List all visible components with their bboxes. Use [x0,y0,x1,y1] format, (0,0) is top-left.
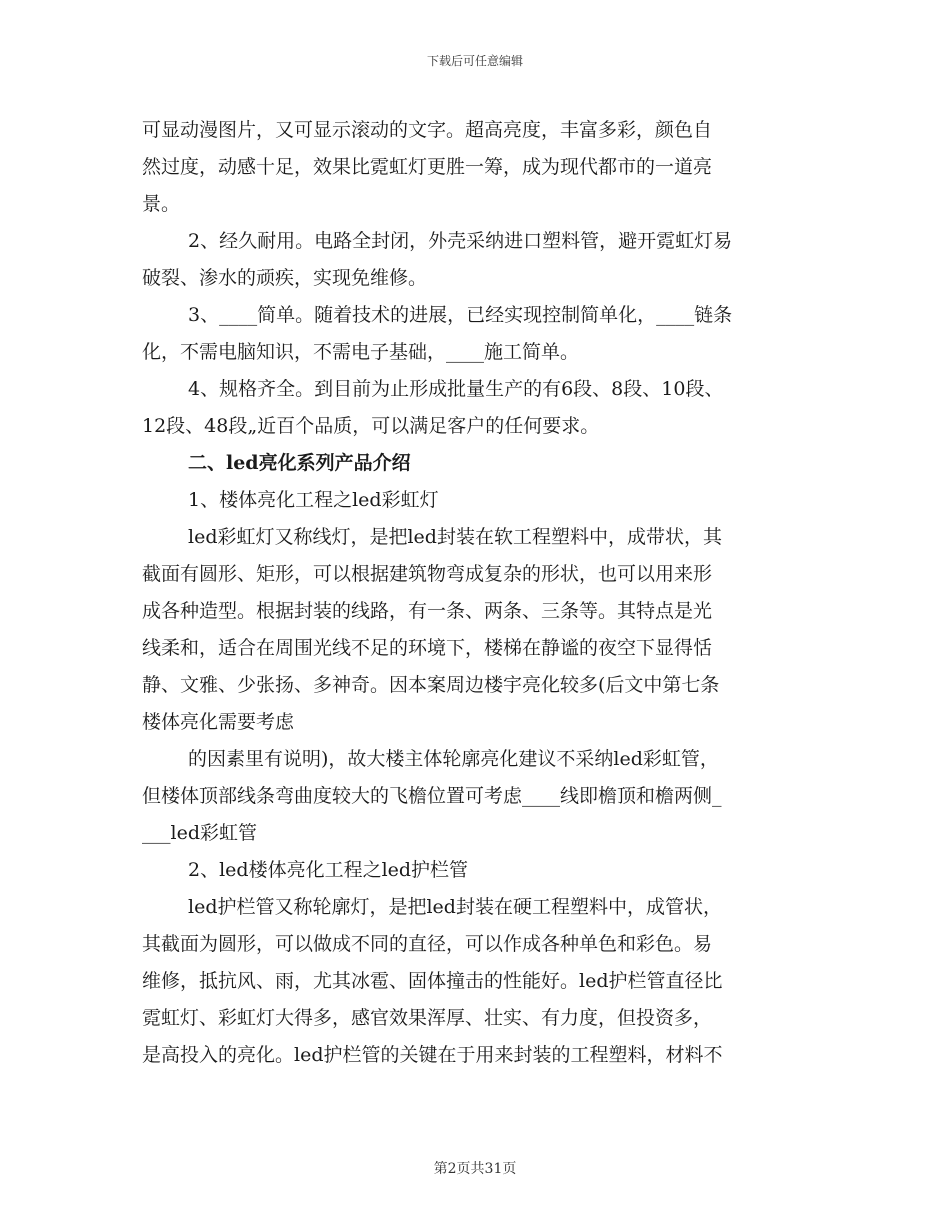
text-line: 其截面为圆形，可以做成不同的直径，可以作成各种单色和彩色。易 [142,933,713,955]
subsection-heading: 2、led楼体亮化工程之led护栏管 [188,859,469,881]
page-footer: 第2页共31页 [433,1161,517,1177]
text-line: 截面有圆形、矩形，可以根据建筑物弯成复杂的形状，也可以用来形 [142,563,713,585]
text-line: 的因素里有说明)，故大楼主体轮廓亮化建议不采纳led彩虹管， [188,748,719,770]
text-line: 维修，抵抗风、雨，尤其冰雹、固体撞击的性能好。led护栏管直径比 [142,970,723,992]
text-line: 线柔和，适合在周围光线不足的环境下，楼梯在静谧的夜空下显得恬 [142,637,713,659]
text-line: 可显动漫图片，又可显示滚动的文字。超高亮度，丰富多彩，颜色自 [142,119,713,141]
text-line: 4、规格齐全。到目前为止形成批量生产的有6段、8段、10段、 [188,378,724,400]
section-heading: 二、led亮化系列产品介绍 [188,452,411,474]
text-line: 但楼体顶部线条弯曲度较大的飞檐位置可考虑____线即檐顶和檐两侧_ [142,785,722,807]
text-line: 然过度，动感十足，效果比霓虹灯更胜一筹，成为现代都市的一道亮 [142,156,713,178]
text-line: 成各种造型。根据封装的线路，有一条、两条、三条等。其特点是光 [142,600,713,622]
page-header: 下载后可任意编辑 [426,54,523,68]
text-line: 是高投入的亮化。led护栏管的关键在于用来封装的工程塑料，材料不 [142,1044,723,1066]
text-line: 景。 [142,193,181,215]
text-line: 3、____简单。随着技术的进展，已经实现控制简单化，____链条 [188,304,733,326]
text-line: 破裂、渗水的顽疾，实现免维修。 [142,267,428,289]
text-line: 12段、48段„近百个品质，可以满足客户的任何要求。 [142,415,600,437]
text-line: 楼体亮化需要考虑 [142,711,295,733]
subsection-heading: 1、楼体亮化工程之led彩虹灯 [188,489,439,511]
text-line: 2、经久耐用。电路全封闭，外壳采纳进口塑料管，避开霓虹灯易 [188,230,733,252]
text-line: ___led彩虹管 [142,822,257,844]
document-body [142,112,812,1074]
text-line: led彩虹灯又称线灯，是把led封装在软工程塑料中，成带状，其 [188,526,722,548]
text-line: 化，不需电脑知识，不需电子基础，____施工简单。 [142,341,580,363]
text-line: led护栏管又称轮廓灯，是把led封装在硬工程塑料中，成管状， [188,896,722,918]
text-line: 静、文雅、少张扬、多神奇。因本案周边楼宇亮化较多(后文中第七条 [142,674,720,696]
text-line: 霓虹灯、彩虹灯大得多，感官效果浑厚、壮实、有力度，但投资多， [142,1007,713,1029]
